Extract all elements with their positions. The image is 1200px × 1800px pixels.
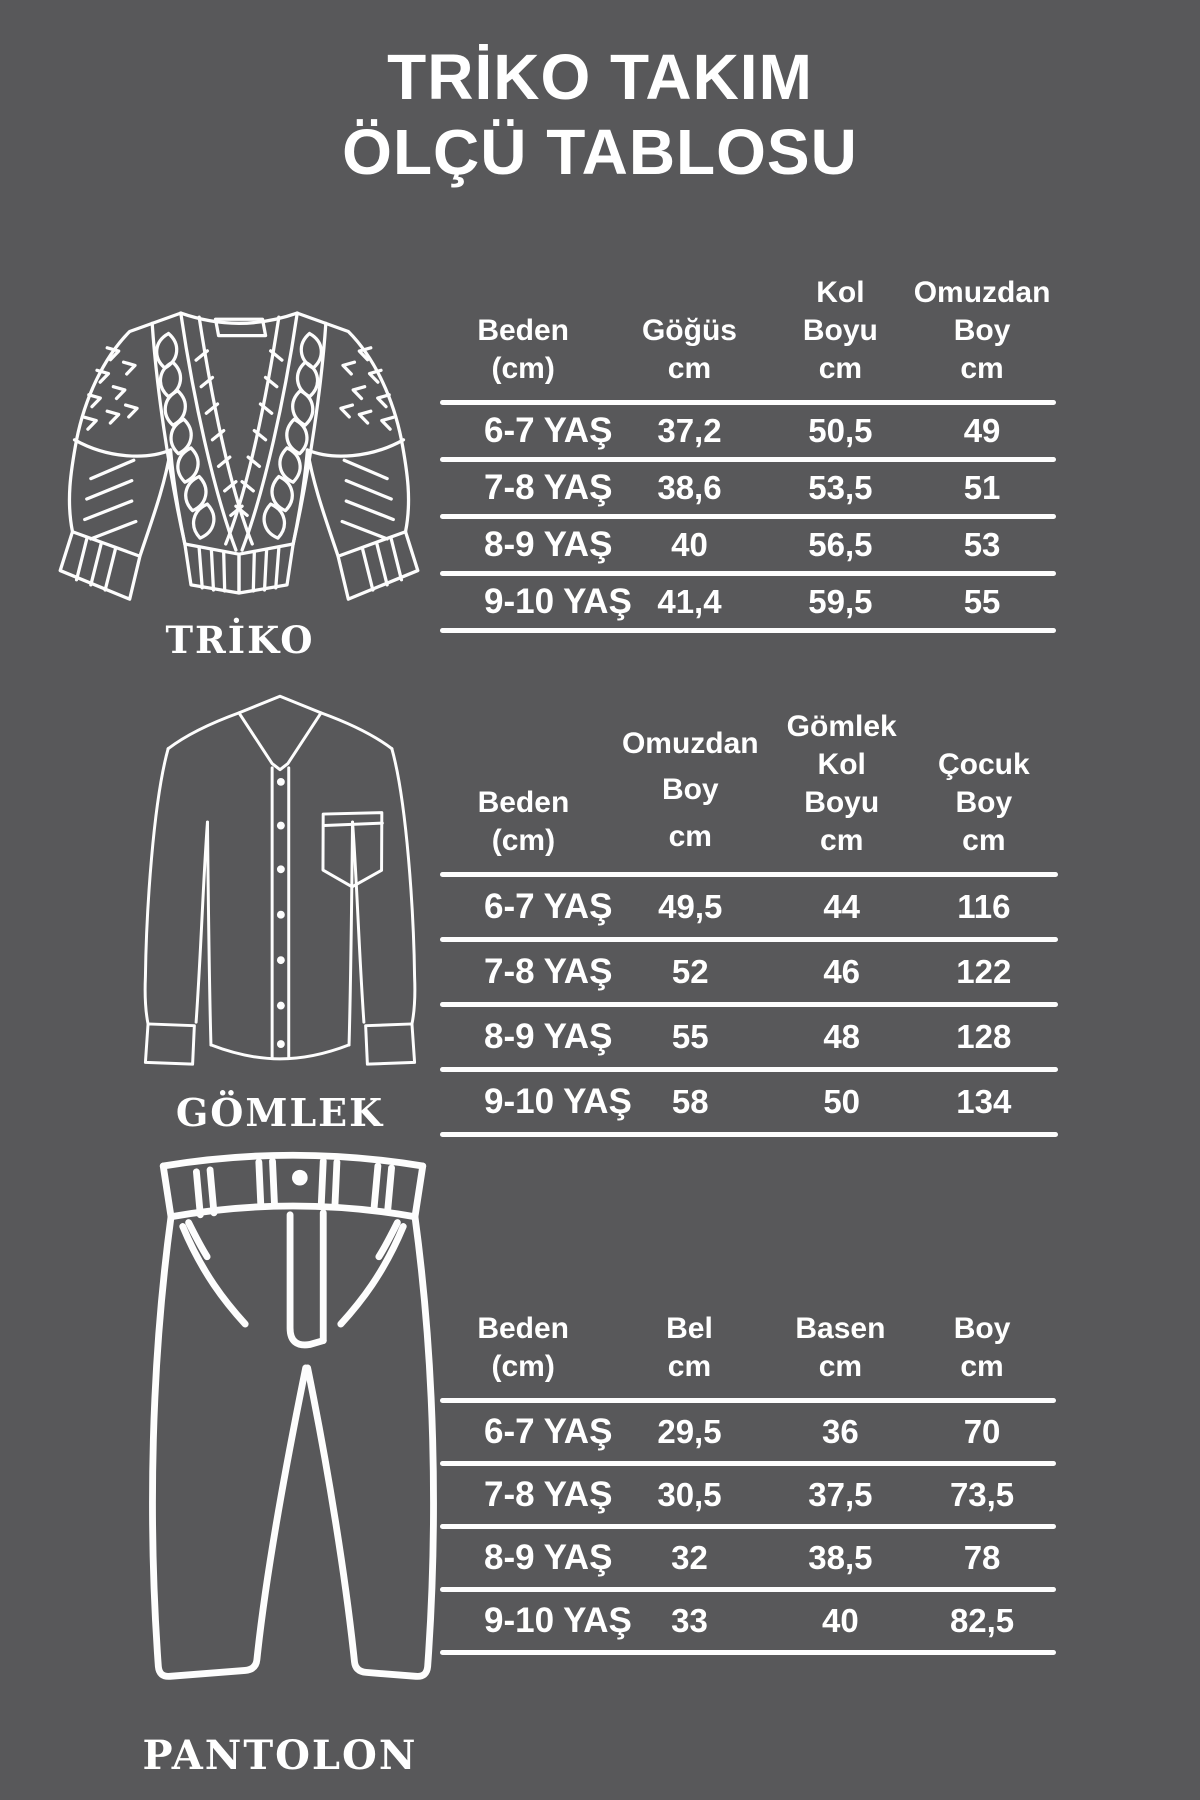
value-cell: 29,5 — [657, 1413, 722, 1450]
header-bel: Bel cm — [666, 1311, 713, 1383]
value-cell: 56,5 — [808, 526, 873, 563]
value-cell: 33 — [671, 1602, 708, 1639]
size-cell: 8-9 YAŞ — [484, 1017, 613, 1056]
header-omuzdan-boy: Omuzdan Boy cm — [913, 275, 1051, 385]
pantolon-table-header — [440, 1284, 1056, 1398]
header-omuzdan-boy: Omuzdan Boy cm — [621, 726, 759, 853]
value-cell: 37,5 — [808, 1476, 873, 1513]
page-title-line2: ÖLÇÜ TABLOSU — [342, 115, 858, 188]
table-row — [440, 1403, 1056, 1461]
value-cell: 82,5 — [949, 1602, 1015, 1639]
gomlek-table-header — [440, 700, 1058, 872]
value-cell: 116 — [957, 888, 1011, 925]
value-cell: 55 — [671, 1018, 709, 1055]
table-row — [440, 1592, 1056, 1650]
value-cell: 122 — [956, 953, 1012, 990]
header-beden: Beden (cm) — [477, 313, 569, 385]
header-boy: Boy cm — [953, 1311, 1011, 1383]
header-cocuk-boy: Çocuk Boy cm — [937, 747, 1030, 857]
shirt-figure — [100, 684, 460, 1086]
pants-illustration — [132, 1130, 454, 1724]
cardigan-illustration — [50, 286, 428, 614]
table-row — [440, 877, 1058, 937]
cardigan-caption: TRİKO — [165, 618, 315, 662]
value-cell: 36 — [822, 1413, 859, 1450]
value-cell: 46 — [823, 953, 861, 990]
divider — [440, 1132, 1058, 1137]
gomlek-size-table — [440, 700, 1058, 1137]
size-cell: 7-8 YAŞ — [484, 1475, 613, 1514]
pants-caption: PANTOLON — [142, 1732, 418, 1779]
size-cell: 8-9 YAŞ — [484, 525, 613, 564]
value-cell: 55 — [963, 583, 1001, 620]
value-cell: 78 — [963, 1539, 1001, 1576]
divider — [440, 628, 1056, 633]
value-cell: 40 — [822, 1602, 859, 1639]
size-cell: 9-10 YAŞ — [484, 1082, 632, 1121]
size-cell: 6-7 YAŞ — [484, 1412, 613, 1451]
value-cell: 38,5 — [808, 1539, 873, 1576]
value-cell: 53 — [963, 526, 1001, 563]
pantolon-size-table — [440, 1284, 1056, 1655]
cardigan-figure — [50, 286, 428, 614]
table-row — [440, 462, 1056, 514]
value-cell: 128 — [956, 1018, 1012, 1055]
table-row — [440, 942, 1058, 1002]
page-title — [0, 40, 1200, 190]
size-cell: 8-9 YAŞ — [484, 1538, 613, 1577]
value-cell: 58 — [671, 1083, 709, 1120]
value-cell: 44 — [823, 888, 861, 925]
value-cell: 32 — [671, 1539, 708, 1576]
header-basen: Basen cm — [795, 1311, 886, 1383]
value-cell: 70 — [963, 1413, 1001, 1450]
value-cell: 30,5 — [657, 1476, 722, 1513]
header-kol-boyu: Kol Boyu cm — [802, 275, 878, 385]
size-cell: 6-7 YAŞ — [484, 411, 613, 450]
value-cell: 50,5 — [808, 412, 873, 449]
triko-size-table — [440, 240, 1056, 633]
size-cell: 7-8 YAŞ — [484, 952, 613, 991]
value-cell: 49 — [963, 412, 1001, 449]
shirt-caption: GÖMLEK — [175, 1090, 385, 1135]
table-row — [440, 405, 1056, 457]
value-cell: 52 — [671, 953, 709, 990]
header-beden: Beden (cm) — [477, 785, 570, 857]
table-row — [440, 1007, 1058, 1067]
size-cell: 6-7 YAŞ — [484, 887, 613, 926]
size-cell: 9-10 YAŞ — [484, 582, 632, 621]
value-cell: 50 — [823, 1083, 861, 1120]
page-title-line1: TRİKO TAKIM — [387, 41, 813, 113]
size-cell: 7-8 YAŞ — [484, 468, 613, 507]
value-cell: 40 — [671, 526, 708, 563]
triko-table-header — [440, 240, 1056, 400]
value-cell: 41,4 — [657, 583, 722, 620]
header-beden: Beden (cm) — [477, 1311, 569, 1383]
value-cell: 38,6 — [657, 469, 722, 506]
table-row — [440, 519, 1056, 571]
table-row — [440, 1072, 1058, 1132]
value-cell: 53,5 — [808, 469, 873, 506]
size-cell: 9-10 YAŞ — [484, 1601, 632, 1640]
value-cell: 49,5 — [658, 888, 723, 925]
header-gomlek-kol-boyu: Gömlek Kol Boyu cm — [786, 709, 897, 857]
value-cell: 59,5 — [808, 583, 873, 620]
value-cell: 48 — [823, 1018, 861, 1055]
shirt-illustration — [100, 684, 460, 1086]
table-row — [440, 1529, 1056, 1587]
table-row — [440, 1466, 1056, 1524]
pants-figure — [132, 1130, 454, 1724]
divider — [440, 1650, 1056, 1655]
header-gogus: Göğüs cm — [641, 313, 737, 385]
value-cell: 37,2 — [657, 412, 722, 449]
value-cell: 134 — [956, 1083, 1012, 1120]
value-cell: 51 — [963, 469, 1001, 506]
value-cell: 73,5 — [949, 1476, 1015, 1513]
table-row — [440, 576, 1056, 628]
